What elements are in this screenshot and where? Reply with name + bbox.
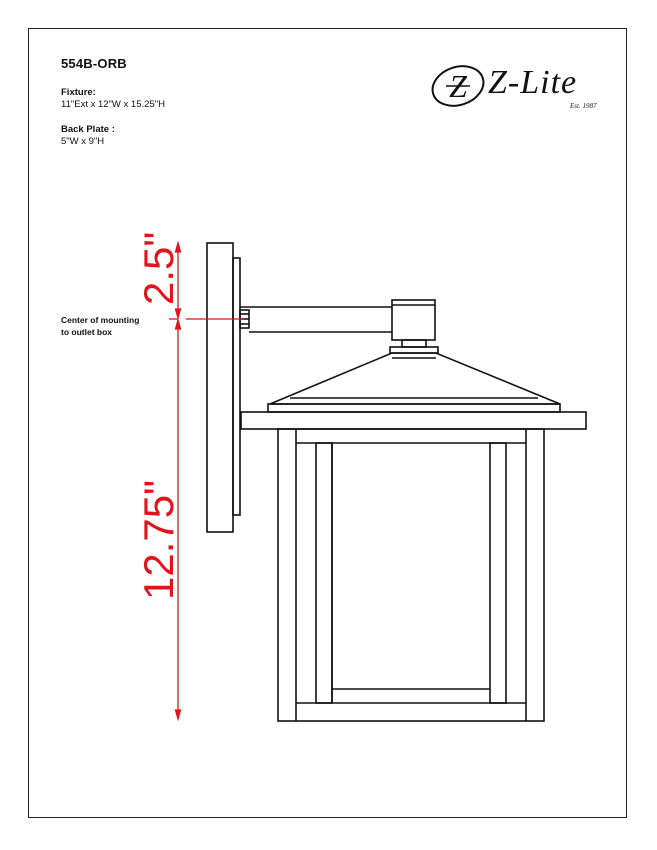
lantern-body <box>278 429 544 721</box>
lantern-roof <box>241 353 586 429</box>
fixture-label: Fixture: <box>61 87 96 98</box>
back-plate-rim <box>233 258 240 515</box>
mounting-note-line-2: to outlet box <box>61 327 112 337</box>
brand-name: Z-Lite <box>488 64 578 101</box>
dimension-upper-label: 2.5" <box>135 231 182 305</box>
back-plate-dimensions: 5"W x 9"H <box>61 136 105 147</box>
mounting-note-line-1: Center of mounting <box>61 315 140 325</box>
dimension-lower-label: 12.75" <box>135 479 182 600</box>
fixture-dimensions: 11"Ext x 12"W x 15.25"H <box>61 99 165 110</box>
mounting-arm <box>240 300 438 353</box>
back-plate-label: Back Plate : <box>61 124 115 135</box>
back-plate-outline <box>207 243 233 532</box>
brand-emblem-letter: Z <box>449 68 467 104</box>
brand-established: Est. 1987 <box>570 102 597 110</box>
model-number: 554B-ORB <box>61 56 127 71</box>
